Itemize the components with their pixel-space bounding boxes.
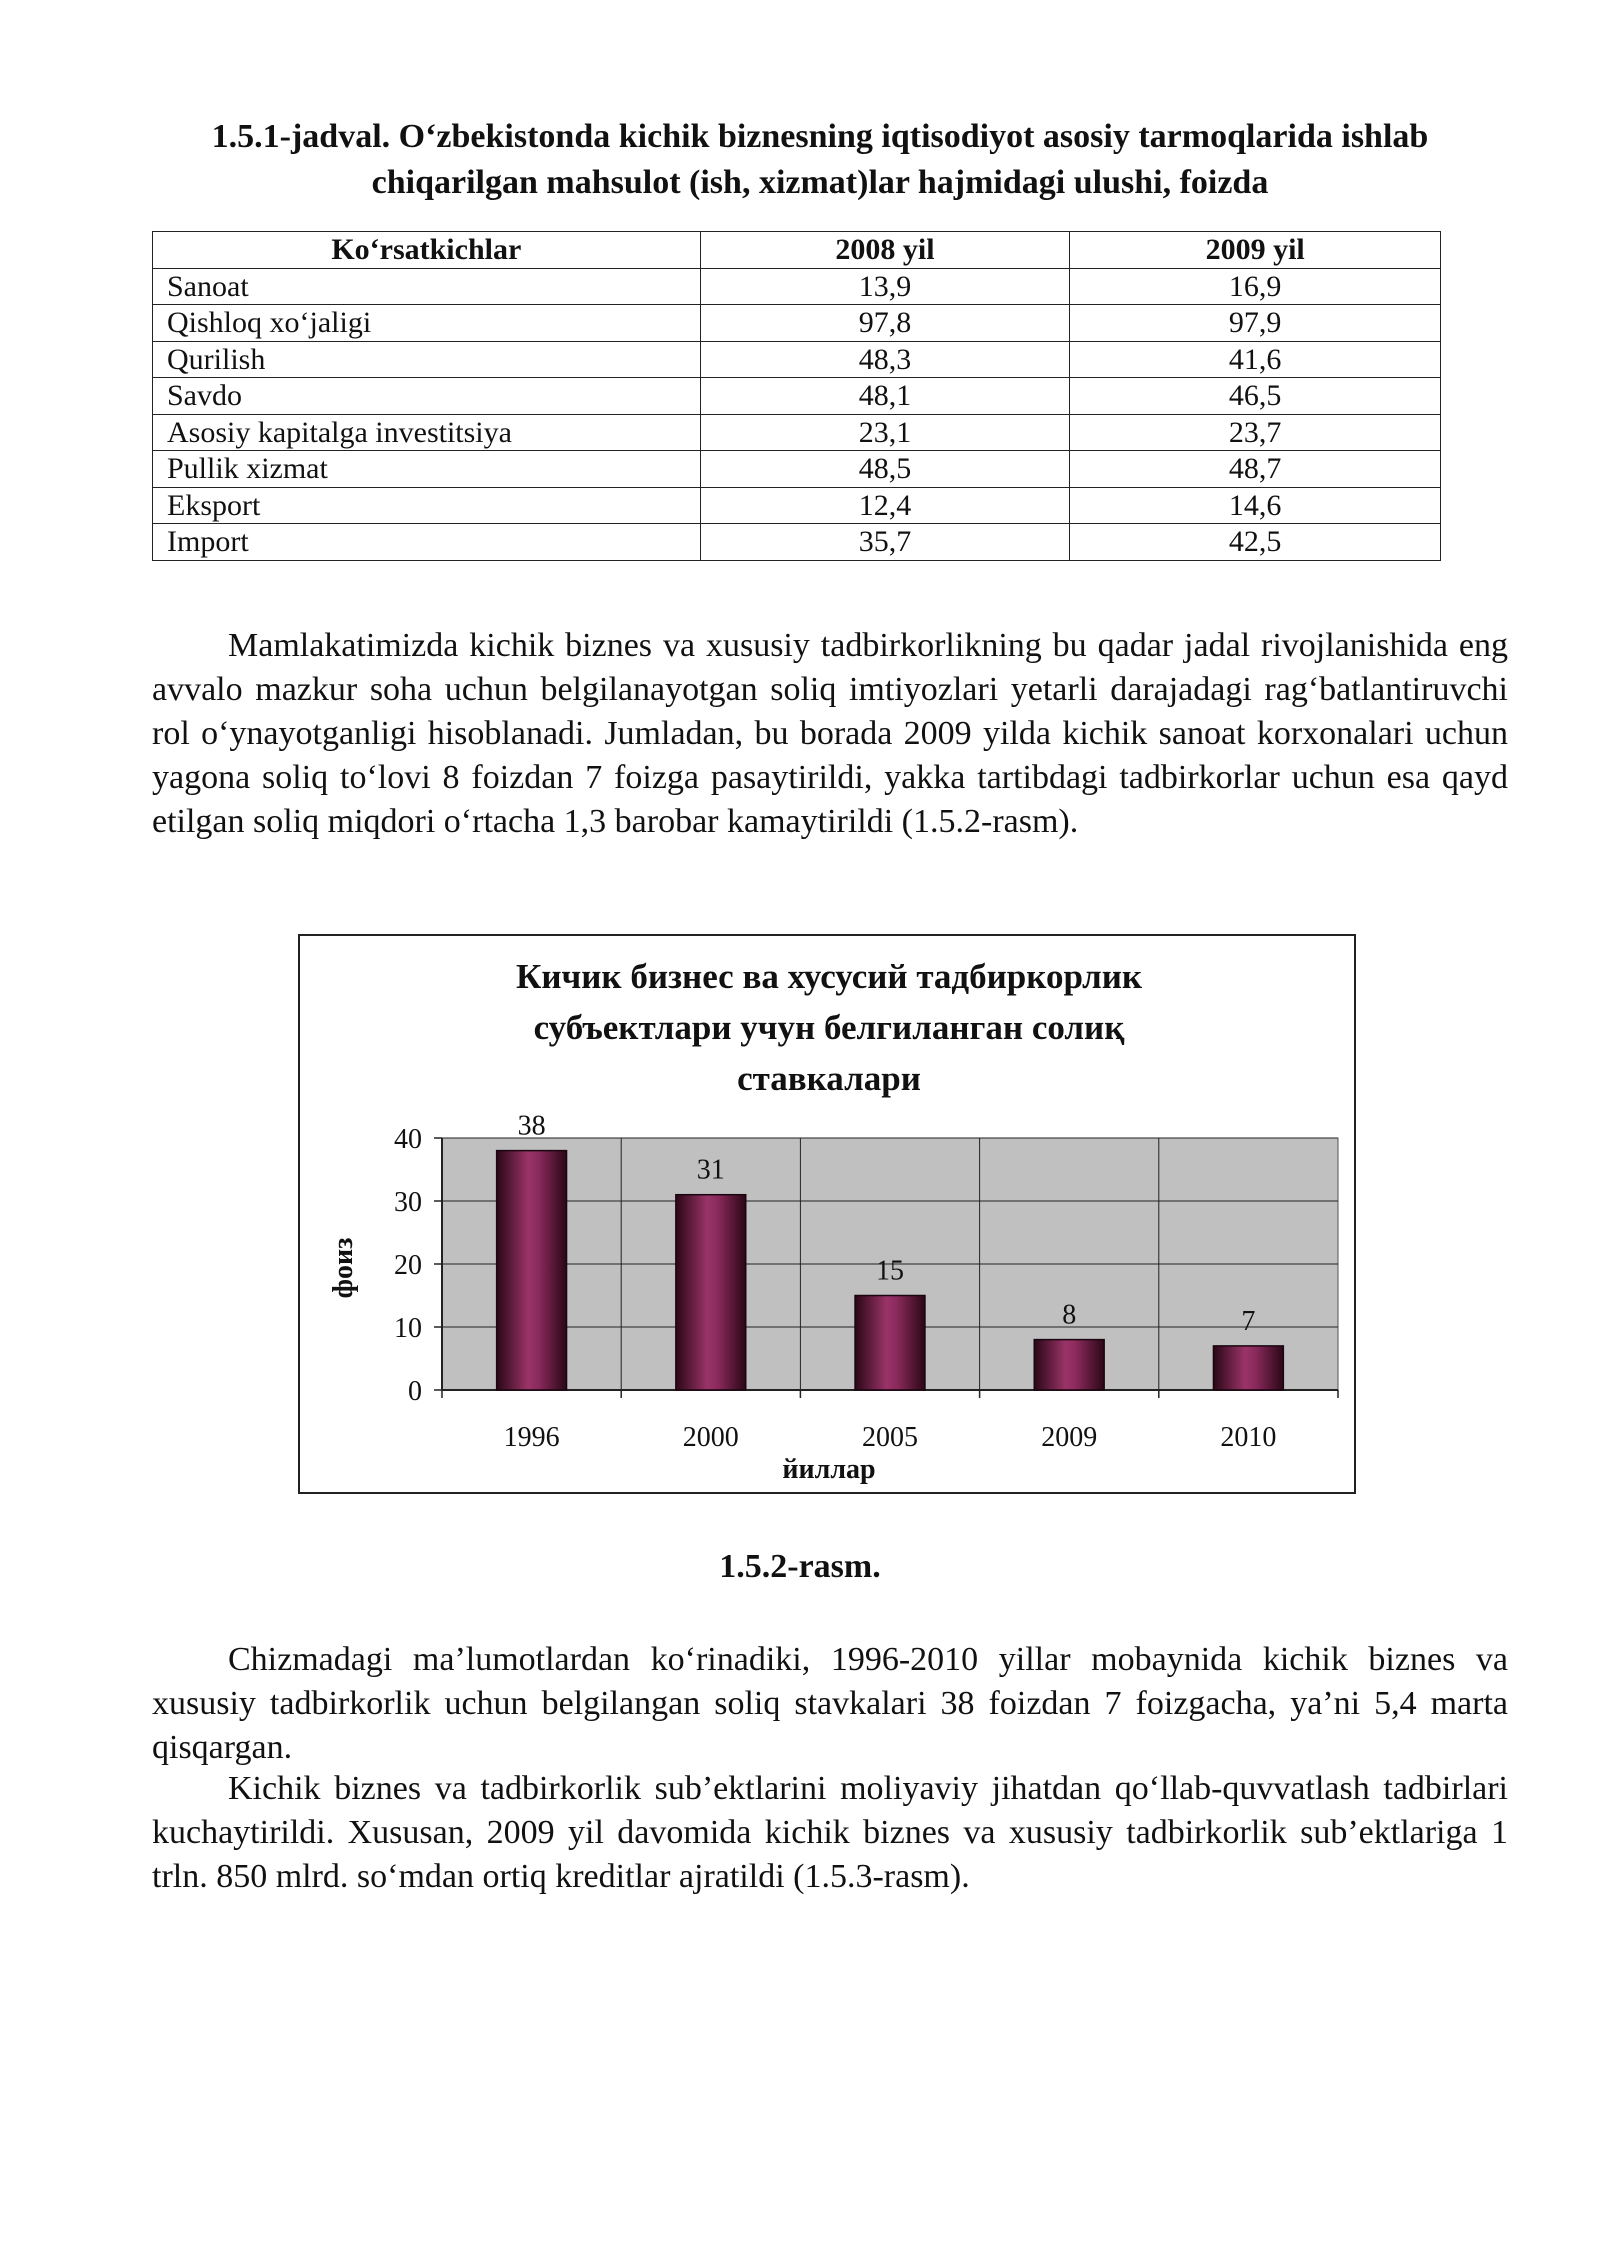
value-cell: 48,3 — [700, 341, 1070, 378]
value-cell: 97,8 — [700, 305, 1070, 342]
table-header-row — [153, 232, 1441, 269]
value-cell: 14,6 — [1070, 487, 1441, 524]
value-cell: 41,6 — [1070, 341, 1441, 378]
column-header: Ko‘rsatkichlar — [153, 232, 701, 269]
data-label: 7 — [1241, 1305, 1256, 1337]
x-tick-label: 2000 — [682, 1422, 739, 1453]
row-label-cell: Qishloq xo‘jaligi — [153, 305, 701, 342]
value-cell: 48,5 — [700, 451, 1070, 488]
value-cell: 13,9 — [700, 268, 1070, 305]
chart-title-line: субъектлари учун белгиланган солиқ — [533, 1008, 1125, 1047]
chart-canvas — [300, 936, 1358, 1496]
table-row — [153, 524, 1441, 561]
chart-title-line: ставкалари — [737, 1059, 921, 1098]
bar — [497, 1151, 567, 1390]
table-row — [153, 378, 1441, 415]
row-label-cell: Qurilish — [153, 341, 701, 378]
bar — [1213, 1346, 1283, 1390]
x-tick-label: 1996 — [503, 1422, 560, 1453]
table-row — [153, 487, 1441, 524]
y-tick-label: 20 — [394, 1250, 422, 1281]
data-label: 15 — [876, 1255, 904, 1287]
value-cell: 48,7 — [1070, 451, 1441, 488]
row-label-cell: Sanoat — [153, 268, 701, 305]
value-cell: 97,9 — [1070, 305, 1441, 342]
value-cell: 35,7 — [700, 524, 1070, 561]
data-label: 38 — [517, 1110, 546, 1142]
y-tick-label: 30 — [394, 1187, 422, 1218]
row-label-cell: Eksport — [153, 487, 701, 524]
chart-title-line: Кичик бизнес ва хусусий тадбиркорлик — [515, 957, 1143, 996]
x-axis-label: йиллар — [782, 1454, 876, 1485]
value-cell: 46,5 — [1070, 378, 1441, 415]
y-tick-label: 0 — [408, 1376, 422, 1407]
row-label-cell: Import — [153, 524, 701, 561]
data-label: 8 — [1062, 1299, 1077, 1331]
value-cell: 48,1 — [700, 378, 1070, 415]
value-cell: 23,7 — [1070, 414, 1441, 451]
bar — [676, 1195, 746, 1390]
data-label: 31 — [696, 1154, 725, 1186]
paragraph: Chizmadagi ma’lumotlardan ko‘rinadiki, 1996-2010 yillar mobaynida kichik biznes va xususiy tadbirkorlik uchun belgilangan soliq stavkalari 38 foizdan 7 foizgacha, ya’ni 5,4 marta qisqargan. — [152, 1641, 1508, 1766]
y-tick-label: 10 — [394, 1313, 422, 1344]
column-header: 2008 yil — [700, 232, 1070, 269]
value-cell: 16,9 — [1070, 268, 1441, 305]
bar-chart — [298, 934, 1356, 1494]
x-tick-label: 2010 — [1220, 1422, 1277, 1453]
table-row — [153, 451, 1441, 488]
row-label-cell: Savdo — [153, 378, 701, 415]
table-row — [153, 305, 1441, 342]
x-tick-label: 2009 — [1041, 1422, 1098, 1453]
x-tick-label: 2005 — [862, 1422, 918, 1453]
value-cell: 42,5 — [1070, 524, 1441, 561]
table-title: 1.5.1-jadval. O‘zbekistonda kichik biznesning iqtisodiyot asosiy tarmoqlarida ishlab chiqarilgan mahsulot (ish, xizmat)lar hajmidagi ulushi, foizda — [211, 118, 1429, 201]
column-header: 2009 yil — [1070, 232, 1441, 269]
row-label-cell: Pullik xizmat — [153, 451, 701, 488]
value-cell: 12,4 — [700, 487, 1070, 524]
value-cell: 23,1 — [700, 414, 1070, 451]
y-tick-label: 40 — [394, 1124, 422, 1155]
table-row — [153, 341, 1441, 378]
row-label-cell: Asosiy kapitalga investitsiya — [153, 414, 701, 451]
table-row — [153, 414, 1441, 451]
y-axis-label: фоиз — [328, 1237, 359, 1299]
bar — [1034, 1340, 1104, 1390]
paragraph: Mamlakatimizda kichik biznes va xususiy tadbirkorlikning bu qadar jadal rivojlanishida eng avvalo mazkur soha uchun belgilanayotgan soliq imtiyozlari yetarli darajadagi rag‘batlantiruvchi rol o‘ynayotganligi hisoblanadi. Jumladan, bu borada 2009 yilda kichik sanoat korxonalari uchun yagona soliq to‘lovi 8 foizdan 7 foizga pasaytirildi, yakka tartibdagi tadbirkorlar uchun esa qayd etilgan soliq miqdori o‘rtacha 1,3 barobar kamaytirildi (1.5.2-rasm). — [152, 627, 1508, 840]
paragraph: Kichik biznes va tadbirkorlik sub’ektlarini moliyaviy jihatdan qo‘llab-quvvatlash tadbirlari kuchaytirildi. Xususan, 2009 yil davomida kichik biznes va xususiy tadbirkorlik sub’ektlariga 1 trln. 850 mlrd. so‘mdan ortiq kreditlar ajratildi (1.5.3-rasm). — [152, 1770, 1508, 1895]
data-table — [152, 231, 1441, 561]
figure-caption: 1.5.2-rasm. — [719, 1548, 881, 1585]
table-row — [153, 268, 1441, 305]
bar — [855, 1296, 925, 1391]
